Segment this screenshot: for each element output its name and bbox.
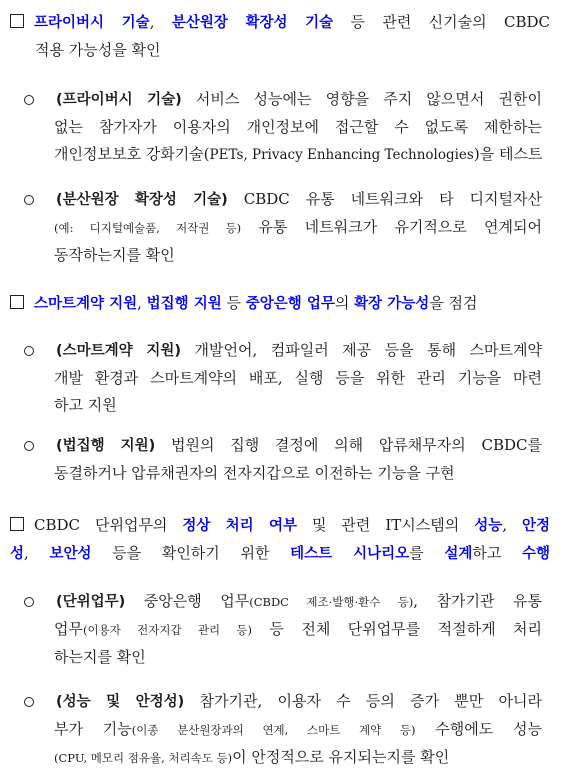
sub-line: 하는지를 확인 <box>54 648 146 666</box>
text-span: 하고 <box>472 544 522 562</box>
sub-line <box>34 744 542 772</box>
keyword-execute: 수행 <box>521 546 550 562</box>
circle-bullet-icon <box>24 346 34 356</box>
text-span: , <box>24 544 50 562</box>
keyword-design: 설계 <box>444 546 473 562</box>
section-heading-continuation: 적용 가능성을 확인 <box>35 41 161 59</box>
text-span: 중앙은행 업무 <box>125 592 250 610</box>
checkbox-square-icon <box>10 14 24 28</box>
sub-line <box>34 616 542 644</box>
keyword-law-enforcement: 법집행 지원 <box>146 296 222 312</box>
sub-item-title: (성능 및 안정성) <box>56 694 185 710</box>
text-span: 의 <box>334 294 355 312</box>
sub-item-title: (법집행 지원) <box>56 438 156 454</box>
sub-line <box>34 716 542 744</box>
keyword-test-scenario: 테스트 시나리오 <box>290 546 410 562</box>
section-test-scenario <box>10 512 550 568</box>
sub-item-performance-stability <box>34 688 542 772</box>
sub-line: 개발 환경과 스마트계약의 배포, 실행 등을 위한 관리 기능을 마련 <box>54 369 542 387</box>
text-span: CBDC 유통 네트워크와 타 디지털자산 <box>227 190 542 208</box>
keyword-performance: 성능 <box>474 518 503 534</box>
circle-bullet-icon <box>24 95 34 105</box>
text-span: 등 <box>221 294 246 312</box>
section-heading-line <box>10 512 550 540</box>
sub-line: 없는 참가자가 이용자의 개인정보에 접근할 수 없도록 제한하는 <box>54 118 542 136</box>
text-span: , 참가기관 유통 <box>413 592 542 610</box>
text-span: 성 <box>10 546 25 562</box>
sub-item-title: (프라이버시 기술) <box>56 92 182 108</box>
text-span: 유통 네트워크가 유기적으로 연계되어 <box>241 218 543 236</box>
section-heading-line <box>10 9 550 37</box>
sub-item-title: (스마트계약 지원) <box>56 343 182 359</box>
text-span: 참가기관, 이용자 수 등의 증가 뿐만 아니라 <box>184 692 542 710</box>
text-span: 업무 <box>54 620 83 638</box>
sub-line: 하고 지원 <box>54 396 117 414</box>
keyword-normal-processing: 정상 처리 여부 <box>182 518 297 534</box>
sub-line: 동결하거나 압류채권자의 전자지갑으로 이전하는 기능을 구현 <box>54 464 455 482</box>
section-heading-continuation <box>10 540 550 568</box>
sub-line <box>34 432 542 460</box>
text-span: 등 관련 신기술의 CBDC <box>333 13 550 31</box>
text-span: 개발언어, 컴파일러 제공 등을 통해 스마트계약 <box>181 341 542 359</box>
circle-bullet-icon <box>24 697 34 707</box>
text-span: 이 안정적으로 유지되는지를 확인 <box>232 748 450 766</box>
keyword-ledger-scalability: 분산원장 확장성 기술 <box>171 15 334 31</box>
sub-item-title: (분산원장 확장성 기술) <box>56 192 228 208</box>
sub-item-privacy <box>34 86 542 169</box>
keyword-central-bank-ops: 중앙은행 업무 <box>245 296 335 312</box>
checkbox-square-icon <box>10 295 24 309</box>
text-span: , <box>137 294 147 312</box>
text-span: (이종 분산원장과의 연계, 스마트 계약 등) <box>131 723 416 737</box>
sub-line <box>34 688 542 716</box>
text-span: , <box>502 516 522 534</box>
sub-line <box>34 186 542 214</box>
sub-item-law-enforcement <box>34 432 542 487</box>
text-span: (이용자 전자지갑 관리 등) <box>82 623 252 637</box>
checkbox-square-icon <box>10 517 24 531</box>
text-span: (CPU, 메모리 점유율, 처리속도 등) <box>54 751 233 765</box>
sub-item-smart-contract <box>34 337 542 419</box>
text-span: 수행에도 성능 <box>415 720 542 738</box>
text-span: 및 관련 IT시스템의 <box>296 516 475 534</box>
text-span: )을 테스트 <box>473 145 543 163</box>
circle-bullet-icon <box>24 441 34 451</box>
text-span: PETs, Privacy Enhancing Technologies <box>209 147 474 163</box>
sub-line <box>34 337 542 365</box>
keyword-smart-contract: 스마트계약 지원 <box>34 296 138 312</box>
text-span: 개인정보보호 강화기술( <box>54 145 210 163</box>
sub-item-title: (단위업무) <box>56 594 126 610</box>
text-span: , <box>149 13 172 31</box>
text-span: 서비스 성능에는 영향을 주지 않으면서 권한이 <box>181 90 543 108</box>
text-span: 법원의 집행 결정에 의해 압류채무자의 CBDC를 <box>155 436 542 454</box>
section-heading-line <box>10 290 550 318</box>
sub-line <box>34 141 542 169</box>
sub-item-unit-operations <box>34 588 542 671</box>
circle-bullet-icon <box>24 597 34 607</box>
text-span: 를 <box>409 544 445 562</box>
text-span: (예: 디지털예술품, 저작권 등) <box>54 221 242 235</box>
sub-line <box>34 214 542 242</box>
sub-line <box>34 588 542 616</box>
keyword-extensibility: 확장 가능성 <box>354 296 430 312</box>
circle-bullet-icon <box>24 195 34 205</box>
text-span: 을 점검 <box>429 294 478 312</box>
sub-line <box>34 86 542 114</box>
text-span: (CBDC 제조·발행·환수 등) <box>249 595 414 609</box>
keyword-privacy-tech: 프라이버시 기술 <box>34 15 150 31</box>
text-span: CBDC 단위업무의 <box>34 516 183 534</box>
text-span: 부가 기능 <box>54 720 132 738</box>
keyword-security: 보안성 <box>49 546 92 562</box>
sub-item-ledger-scalability <box>34 186 542 269</box>
text-span: 등을 확인하기 위한 <box>91 544 291 562</box>
section-privacy-scalability <box>10 9 550 64</box>
keyword-stability: 안정 <box>522 518 551 534</box>
sub-line: 동작하는지를 확인 <box>54 246 175 264</box>
section-central-bank-extension <box>10 290 550 318</box>
text-span: 등 전체 단위업무를 적절하게 처리 <box>252 620 543 638</box>
